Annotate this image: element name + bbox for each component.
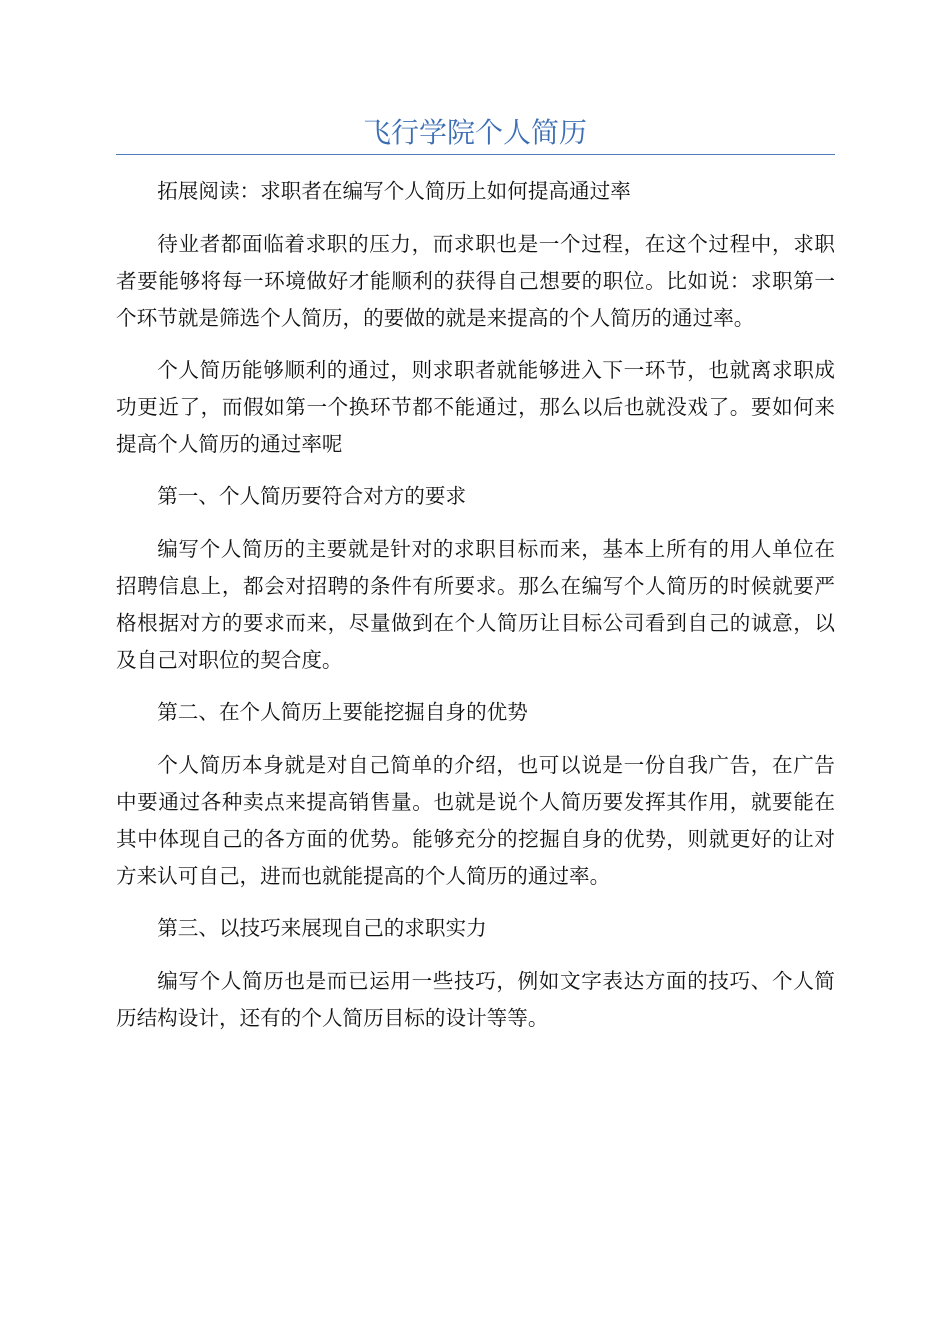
section-heading-1: 第一、个人简历要符合对方的要求 [157, 484, 467, 508]
section-heading-3: 第三、以技巧来展现自己的求职实力 [157, 916, 487, 940]
paragraph-extended-reading: 拓展阅读：求职者在编写个人简历上如何提高通过率 [157, 179, 631, 203]
paragraph-section-2: 个人简历本身就是对自己简单的介绍，也可以说是一份自我广告，在广告中要通过各种卖点来提高销售量。也就是说个人简历要发挥其作用，就要能在其中体现自己的各方面的优势。能够充分的挖掘自身的优势，则就更好的让对方来认可自己，进而也就能提高的个人简历的通过率。 [116, 753, 835, 888]
paragraph-intro: 待业者都面临着求职的压力，而求职也是一个过程，在这个过程中，求职者要能够将每一环境做好才能顺利的获得自己想要的职位。比如说：求职第一个环节就是筛选个人简历，的要做的就是来提高的个人简历的通过率。 [116, 232, 835, 330]
paragraph-pass-rate: 个人简历能够顺利的通过，则求职者就能够进入下一环节，也就离求职成功更近了，而假如第一个换环节都不能通过，那么以后也就没戏了。要如何来提高个人简历的通过率呢 [116, 358, 835, 456]
title-underline [116, 154, 835, 155]
paragraph-section-1: 编写个人简历的主要就是针对的求职目标而来，基本上所有的用人单位在招聘信息上，都会对招聘的条件有所要求。那么在编写个人简历的时候就要严格根据对方的要求而来，尽量做到在个人简历让目标公司看到自己的诚意，以及自己对职位的契合度。 [116, 537, 835, 672]
document-body [116, 173, 835, 1052]
paragraph-section-3: 编写个人简历也是而已运用一些技巧，例如文字表达方面的技巧、个人简历结构设计，还有的个人简历目标的设计等等。 [116, 969, 835, 1030]
section-heading-2: 第二、在个人简历上要能挖掘自身的优势 [157, 700, 528, 724]
document-title: 飞行学院个人简历 [362, 116, 587, 149]
